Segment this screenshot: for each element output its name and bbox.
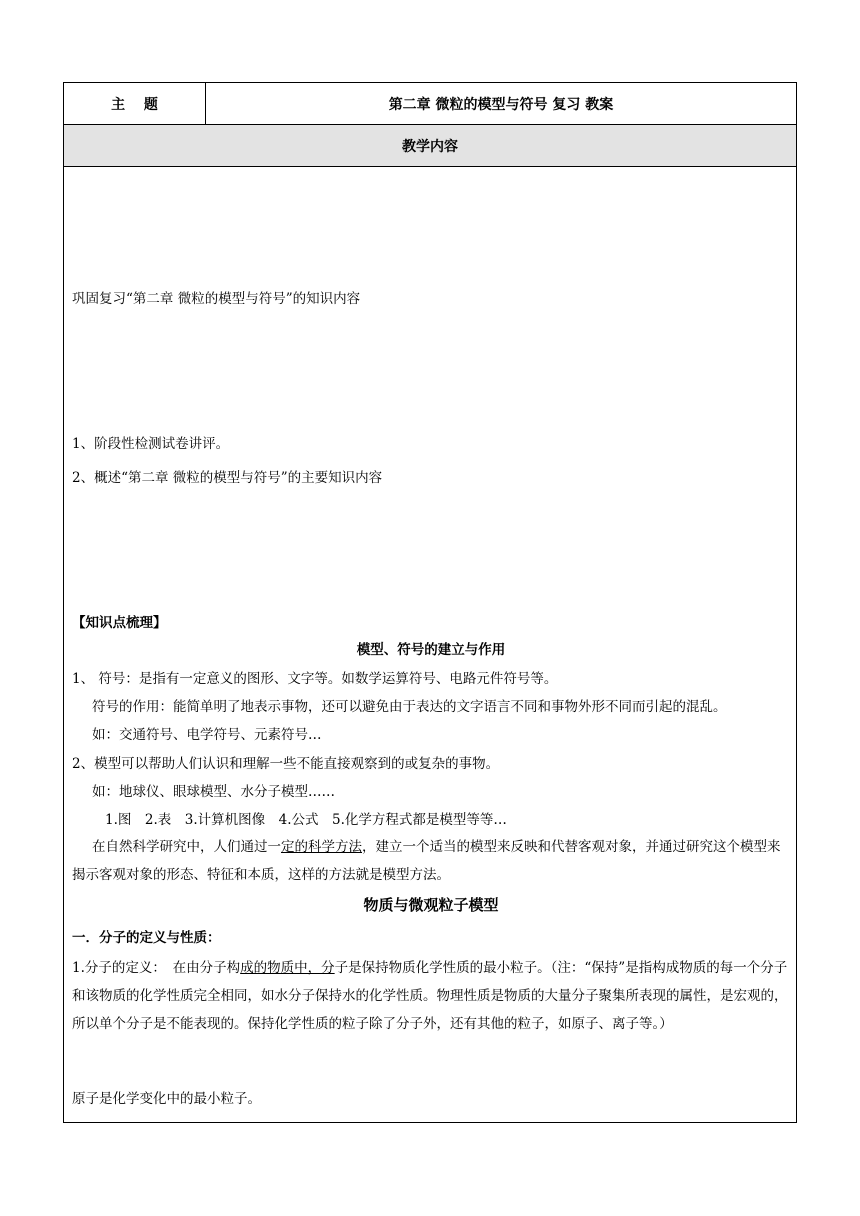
header-row xyxy=(64,83,797,125)
model-method-underlined: 定的科学方法 xyxy=(281,839,362,855)
knowledge-heading: 【知识点梳理】 xyxy=(72,615,167,631)
model-method-text-b: ，建立一个适当的模型来反映和代替客观对象，并通过研究这个模型来揭示客观对象的形态、特征和本质，这样的方法就是模型方法。 xyxy=(72,839,781,883)
atom-statement: 原子是化学变化中的最小粒子。 xyxy=(72,1091,261,1107)
model-method-paragraph xyxy=(72,833,790,889)
molecule-def-b: 子是保持物质化学性质的最小粒子。（注：“保持”是指构成物质的每一个分子和该物质的化学性质完全相同，如水分子保持水的化学性质。物理性质是物质的大量分子聚集所表现的属性，是宏观的，所以单个分子是不能表现的。保持化学性质的粒子除了分子外，还有其他的粒子，如原子、离子等。） xyxy=(72,960,788,1032)
molecule-def-a: 1.分子的定义： 在由分子构 xyxy=(72,960,241,976)
part2-subheading: 一．分子的定义与性质： xyxy=(72,930,221,946)
lesson-plan-table xyxy=(63,82,797,1123)
part1-line-3: 如：交通符号、电学符号、元素符号… xyxy=(92,727,322,743)
molecule-def-underlined: 成的物质中，分 xyxy=(240,960,335,976)
part1-line-2: 符号的作用：能简单明了地表示事物，还可以避免由于表达的文字语言不同和事物外形不同而引起的混乱。 xyxy=(92,699,727,715)
part1-title: 模型、符号的建立与作用 xyxy=(356,642,506,658)
objective-text: 巩固复习“第二章 微粒的模型与符号”的知识内容 xyxy=(72,291,361,307)
content-cell xyxy=(64,167,797,1123)
section-header-row xyxy=(64,125,797,167)
part1-line-5: 如：地球仪、眼球模型、水分子模型…… xyxy=(92,784,335,800)
content-body xyxy=(64,167,796,1122)
step-1: 1、阶段性检测试卷讲评。 xyxy=(72,436,230,452)
step-2: 2、概述“第二章 微粒的模型与符号”的主要知识内容 xyxy=(72,470,383,486)
part1-line-4: 2、模型可以帮助人们认识和理解一些不能直接观察到的或复杂的事物。 xyxy=(72,756,500,772)
topic-label: 主 题 xyxy=(64,83,206,125)
topic-title: 第二章 微粒的模型与符号 复习 教案 xyxy=(206,83,797,125)
content-row xyxy=(64,167,797,1123)
model-method-text-a: 在自然科学研究中，人们通过一 xyxy=(92,839,281,855)
section-header: 教学内容 xyxy=(64,125,797,167)
document-page xyxy=(63,82,797,1123)
part1-line-6: 1.图 2.表 3.计算机图像 4.公式 5.化学方程式都是模型等等… xyxy=(105,812,507,828)
molecule-definition xyxy=(72,954,790,1038)
part2-title: 物质与微观粒子模型 xyxy=(363,896,499,914)
part1-line-1: 1、 符号：是指有一定意义的图形、文字等。如数学运算符号、电路元件符号等。 xyxy=(72,671,558,687)
